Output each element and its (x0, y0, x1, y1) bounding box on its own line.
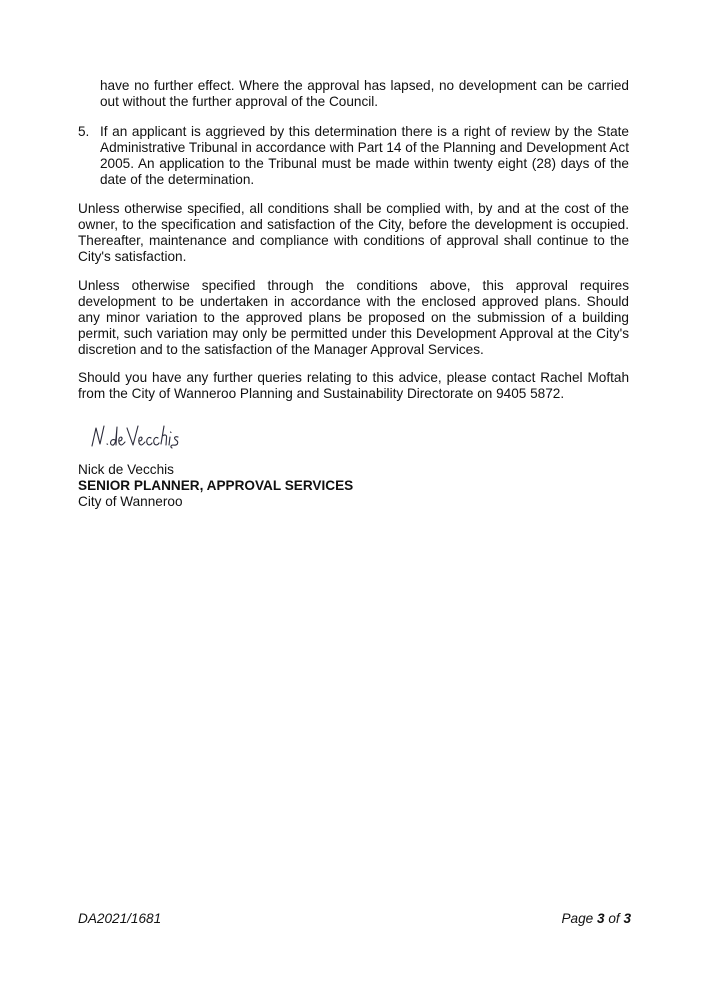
signatory-title: SENIOR PLANNER, APPROVAL SERVICES (78, 478, 354, 493)
page-current: 3 (596, 911, 605, 926)
list-item-text: If an applicant is aggrieved by this determination there is a right of review by the State Administrative Tribunal in accordance with Part 14 of the Planning and Development Act 2005. An application to the Tribunal must be made within twenty eight (28) days of the date of the determination. (100, 124, 629, 187)
page-of: of (608, 911, 620, 926)
footer-reference: DA2021/1681 (78, 911, 162, 926)
signatory-organisation: City of Wanneroo (78, 494, 183, 509)
queries-paragraph: Should you have any further queries relating to this advice, please contact Rachel Moftah from the City of Wanneroo Planning and Sustainability Directorate on 9405 5872. (78, 370, 629, 401)
footer-page-number (561, 911, 631, 927)
approved-plans-paragraph: Unless otherwise specified through the conditions above, this approval requires development to be undertaken in accordance with the enclosed approved plans. Should any minor variation to the approved plans be proposed on the submission of a building permit, such variation may only be permitted under this Development Approval at the City's discretion and to the satisfaction of the Manager Approval Services. (78, 278, 629, 357)
list-item-number: 5. (78, 124, 90, 139)
signatory-name: Nick de Vecchis (78, 462, 174, 477)
page-total: 3 (623, 911, 631, 926)
continuation-paragraph: have no further effect. Where the approval has lapsed, no development can be carried out without the further approval of the Council. (100, 78, 629, 109)
signature-block (78, 462, 478, 510)
page-label: Page (561, 911, 594, 926)
conditions-paragraph: Unless otherwise specified, all conditions shall be complied with, by and at the cost of the owner, to the specification and satisfaction of the City, before the development is occupied. Thereafter, maintenance and compliance with conditions of approval shall continue to the City's satisfaction. (78, 201, 629, 264)
handwritten-signature (88, 420, 198, 452)
